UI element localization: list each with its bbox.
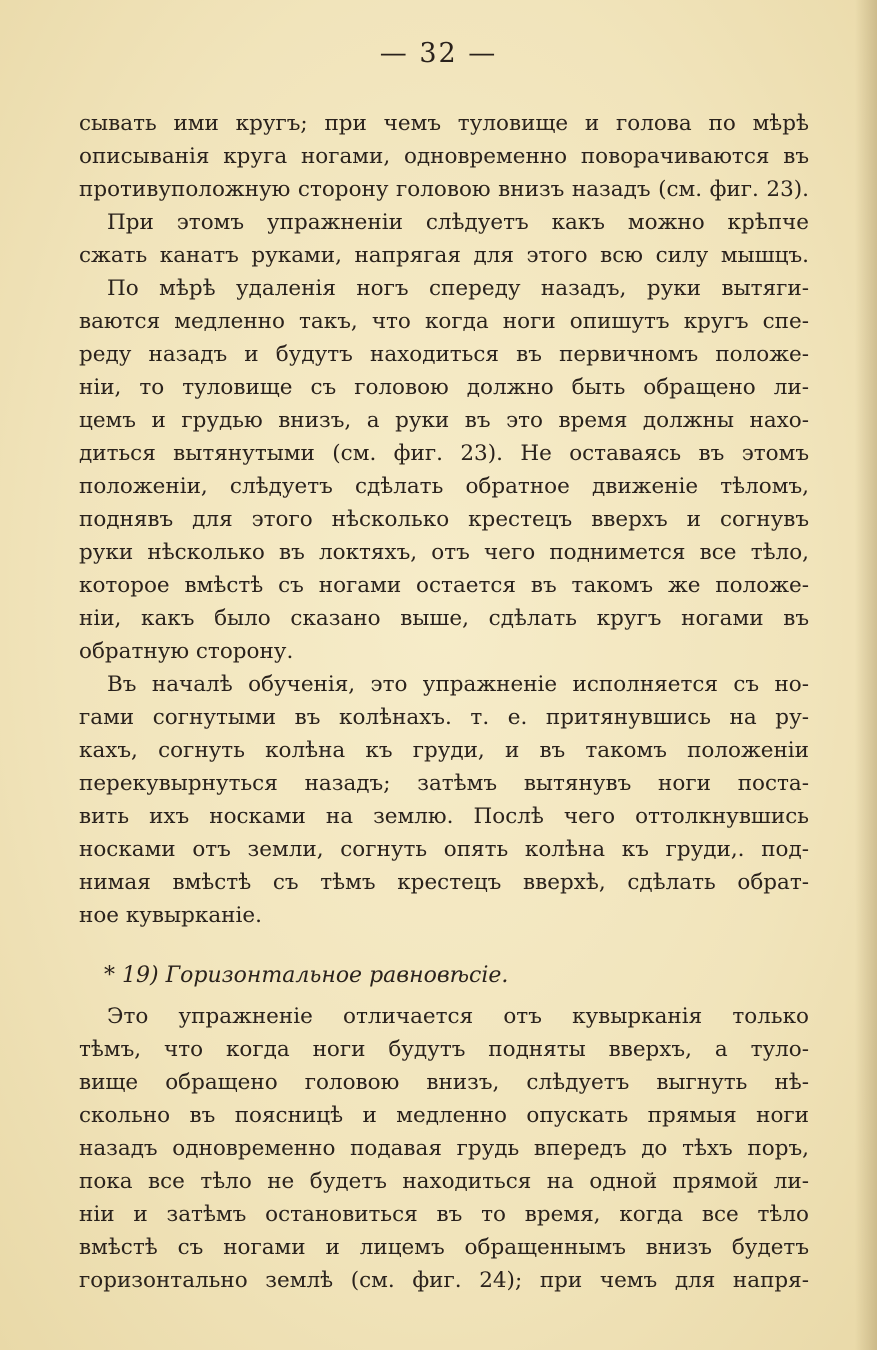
text-line: вмѣстѣ съ ногами и лицемъ обращеннымъ внизъ будетъ: [79, 1235, 809, 1260]
text-line: тѣмъ, что когда ноги будутъ подняты вверхъ, а туло-: [79, 1037, 809, 1062]
text-line: вить ихъ носками на землю. Послѣ чего оттолкнувшись: [79, 804, 809, 829]
text-line: поднявъ для этого нѣсколько крестецъ вверхъ и согнувъ: [79, 507, 809, 532]
text-line: ніи и затѣмъ остановиться въ то время, когда все тѣло: [79, 1202, 809, 1227]
text-line: ніи, то туловище съ головою должно быть обращено ли-: [79, 375, 809, 400]
text-line: пока все тѣло не будетъ находиться на одной прямой ли-: [79, 1169, 809, 1194]
text-line: При этомъ упражненіи слѣдуетъ какъ можно крѣпче: [107, 210, 809, 235]
text-line: скольно въ поясницѣ и медленно опускать прямыя ноги: [79, 1103, 809, 1128]
text-line: диться вытянутыми (см. фиг. 23). Не оставаясь въ этомъ: [79, 441, 809, 466]
text-line: положеніи, слѣдуетъ сдѣлать обратное движеніе тѣломъ,: [79, 474, 809, 499]
text-line: руки нѣсколько въ локтяхъ, отъ чего поднимется все тѣло,: [79, 540, 809, 565]
text-line: носками отъ земли, согнуть опять колѣна къ груди,. под-: [79, 837, 809, 862]
section-heading: * 19) Горизонтальное равновѣсіе.: [104, 963, 509, 988]
text-line: цемъ и грудью внизъ, а руки въ это время должны нахо-: [79, 408, 809, 433]
text-line: горизонтально землѣ (см. фиг. 24); при чемъ для напря-: [79, 1268, 809, 1293]
text-line: назадъ одновременно подавая грудь впередъ до тѣхъ поръ,: [79, 1136, 809, 1161]
text-line: которое вмѣстѣ съ ногами остается въ такомъ же положе-: [79, 573, 809, 598]
text-line: ваются медленно такъ, что когда ноги опишутъ кругъ спе-: [79, 309, 809, 334]
text-line: перекувырнуться назадъ; затѣмъ вытянувъ ноги поста-: [79, 771, 809, 796]
text-line: вище обращено головою внизъ, слѣдуетъ выгнуть нѣ-: [79, 1070, 809, 1095]
text-line: Это упражненіе отличается отъ кувырканія только: [107, 1004, 809, 1029]
page-number: — 32 —: [379, 38, 498, 69]
text-line: описыванія круга ногами, одновременно поворачиваются въ: [79, 144, 809, 169]
text-line: противуположную сторону головою внизъ назадъ (см. фиг. 23).: [79, 177, 809, 202]
text-line: гами согнутыми въ колѣнахъ. т. е. притянувшись на ру-: [79, 705, 809, 730]
text-line: сывать ими кругъ; при чемъ туловище и голова по мѣрѣ: [79, 111, 809, 136]
text-line: кахъ, согнуть колѣна къ груди, и въ такомъ положеніи: [79, 738, 809, 763]
text-line: сжать канатъ руками, напрягая для этого всю силу мышцъ.: [79, 243, 809, 268]
text-line: реду назадъ и будутъ находиться въ первичномъ положе-: [79, 342, 809, 367]
text-line: По мѣрѣ удаленія ногъ спереду назадъ, руки вытяги-: [107, 276, 809, 301]
text-line: Въ началѣ обученія, это упражненіе исполняется съ но-: [107, 672, 809, 697]
text-line: ніи, какъ было сказано выше, сдѣлать кругъ ногами въ: [79, 606, 809, 631]
text-line: обратную сторону.: [79, 639, 294, 664]
text-line: нимая вмѣстѣ съ тѣмъ крестецъ вверхѣ, сдѣлать обрат-: [79, 870, 809, 895]
text-line: ное кувырканіе.: [79, 903, 262, 928]
